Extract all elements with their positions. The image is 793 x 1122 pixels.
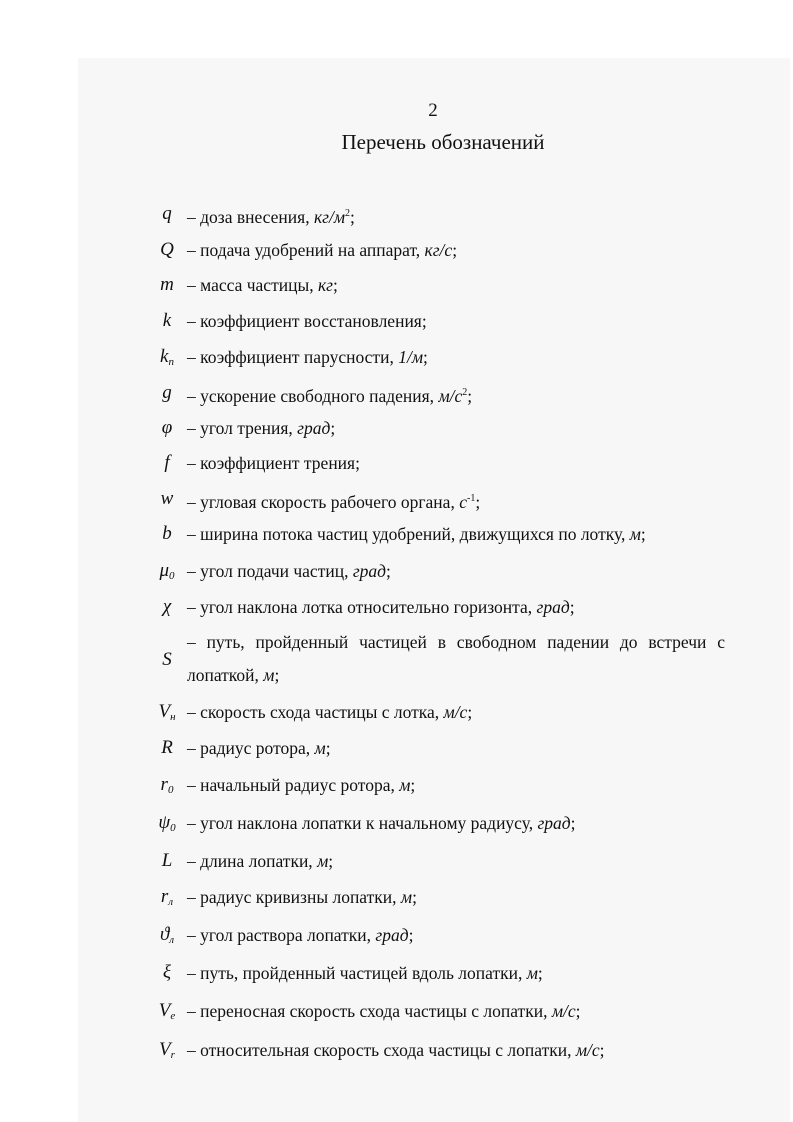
- description: – масса частицы, кг;: [187, 275, 338, 295]
- description: – радиус кривизны лопатки, м;: [187, 887, 417, 907]
- description: – угловая скорость рабочего органа, $с^{-1}$;: [187, 491, 481, 512]
- symbol: $\mu_0$: [159, 560, 175, 582]
- page-title: Перечень обозначений: [341, 130, 545, 154]
- description: – путь, пройденный частицей в свободном падении до встречи с лопаткой, м;: [187, 632, 725, 685]
- symbol: m: [160, 274, 174, 295]
- symbol: S: [162, 649, 172, 670]
- page-number: 2: [428, 100, 438, 121]
- symbol: f: [164, 452, 170, 473]
- description: – коэффициент восстановления;: [187, 311, 427, 331]
- description: – начальный радиус ротора, м;: [187, 775, 416, 795]
- description: – длина лопатки, м;: [187, 851, 334, 871]
- symbol: ξ: [162, 962, 172, 983]
- symbol: χ: [162, 596, 172, 617]
- description: – ускорение свободного падения, $м/с^2$;: [187, 385, 473, 406]
- description: – радиус ротора, м;: [187, 738, 331, 758]
- description: – коэффициент парусности, 1/м;: [187, 347, 428, 367]
- description: – угол подачи частиц, град;: [187, 561, 391, 581]
- description: – переносная скорость схода частицы с лопатки, м/с;: [187, 1001, 581, 1021]
- symbol: $\psi_0$: [158, 812, 176, 834]
- description: – угол наклона лопатки к начальному радиусу, град;: [187, 813, 576, 833]
- symbol: $V_r$: [159, 1039, 175, 1061]
- symbol: b: [162, 523, 172, 544]
- symbol: $k_п$: [160, 346, 174, 368]
- symbol: g: [162, 382, 172, 403]
- symbol: q: [162, 203, 172, 224]
- symbol: k: [162, 310, 172, 331]
- symbol: $V_e$: [158, 1000, 176, 1022]
- description: – скорость схода частицы с лотка, м/с;: [187, 702, 473, 722]
- symbol: w: [160, 488, 174, 509]
- symbol: $r_0$: [160, 774, 174, 796]
- description: – угол трения, град;: [187, 418, 336, 438]
- description: – угол наклона лотка относительно горизонта, град;: [187, 597, 575, 617]
- description: – относительная скорость схода частицы с лопатки, м/с;: [187, 1040, 605, 1060]
- description: – коэффициент трения;: [187, 453, 360, 473]
- symbol: φ: [161, 417, 173, 438]
- symbol: $r_л$: [160, 886, 174, 908]
- symbol: $ϑ_л$: [159, 924, 175, 946]
- description: – доза внесения, $кг/м^2$;: [187, 206, 355, 227]
- description: – подача удобрений на аппарат, кг/с;: [187, 240, 458, 260]
- description: – ширина потока частиц удобрений, движущихся по лотку, м;: [187, 524, 646, 544]
- symbol: L: [161, 850, 173, 871]
- symbol: $V_н$: [158, 701, 176, 723]
- description: – путь, пройденный частицей вдоль лопатки, м;: [187, 963, 543, 983]
- symbol: R: [161, 737, 173, 758]
- symbol: Q: [160, 239, 174, 260]
- description: – угол раствора лопатки, град;: [187, 925, 414, 945]
